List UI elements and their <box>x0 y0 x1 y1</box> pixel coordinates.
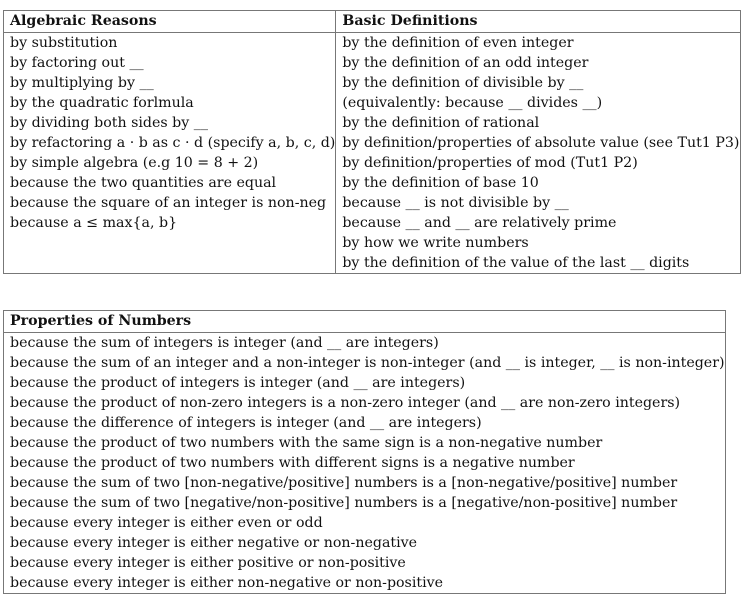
property-cell: because the sum of integers is integer (and __ are integers) <box>4 333 726 354</box>
basic-definition-cell: by the definition of base 10 <box>336 173 741 193</box>
algebraic-reason-cell: by factoring out __ <box>4 53 336 73</box>
basic-definition-cell: because __ and __ are relatively prime <box>336 213 741 233</box>
property-cell: because the product of integers is integer (and __ are integers) <box>4 373 726 393</box>
basic-definition-cell: because __ is not divisible by __ <box>336 193 741 213</box>
algebraic-reason-cell: by dividing both sides by __ <box>4 113 336 133</box>
basic-definition-cell: by the definition of an odd integer <box>336 53 741 73</box>
algebraic-reason-cell: by substitution <box>4 33 336 54</box>
reasons-definitions-table <box>3 10 741 274</box>
algebraic-reasons-header: Algebraic Reasons <box>4 11 336 33</box>
table-header-row <box>4 11 741 33</box>
algebraic-reason-cell: by multiplying by __ <box>4 73 336 93</box>
properties-of-numbers-table <box>3 310 726 594</box>
property-cell: because every integer is either positive or non-positive <box>4 553 726 573</box>
property-cell: because every integer is either non-negative or non-positive <box>4 573 726 594</box>
basic-definition-cell: by the definition of even integer <box>336 33 741 54</box>
basic-definition-cell: by the definition of the value of the last __ digits <box>336 253 741 274</box>
table-row <box>4 233 741 253</box>
algebraic-reason-cell: because the square of an integer is non-neg <box>4 193 336 213</box>
algebraic-reason-cell: by refactoring a · b as c · d (specify a, b, c, d) <box>4 133 336 153</box>
property-cell: because the product of non-zero integers is a non-zero integer (and __ are non-zero integers) <box>4 393 726 413</box>
properties-of-numbers-header: Properties of Numbers <box>4 311 726 333</box>
table-row <box>4 213 741 233</box>
table-row <box>4 33 741 54</box>
basic-definition-cell: by definition/properties of absolute value (see Tut1 P3) <box>336 133 741 153</box>
table-row <box>4 93 741 113</box>
table-row <box>4 73 741 93</box>
property-cell: because the sum of two [negative/non-positive] numbers is a [negative/non-positive] number <box>4 493 726 513</box>
table-row <box>4 53 741 73</box>
basic-definition-cell: by the definition of divisible by __ <box>336 73 741 93</box>
table-row <box>4 153 741 173</box>
table-row <box>4 133 741 153</box>
property-cell: because the difference of integers is integer (and __ are integers) <box>4 413 726 433</box>
table-row <box>4 333 726 354</box>
table-row <box>4 393 726 413</box>
algebraic-reason-cell: because the two quantities are equal <box>4 173 336 193</box>
table-row <box>4 533 726 553</box>
table-row <box>4 113 741 133</box>
table-header-row <box>4 311 726 333</box>
table-row <box>4 373 726 393</box>
table-row <box>4 513 726 533</box>
table-row <box>4 493 726 513</box>
table-row <box>4 473 726 493</box>
basic-definition-cell: by definition/properties of mod (Tut1 P2) <box>336 153 741 173</box>
basic-definition-cell: by the definition of rational <box>336 113 741 133</box>
algebraic-reason-cell <box>4 253 336 274</box>
property-cell: because every integer is either even or odd <box>4 513 726 533</box>
table-row <box>4 353 726 373</box>
table-row <box>4 453 726 473</box>
table-row <box>4 193 741 213</box>
table-row <box>4 573 726 594</box>
table-row <box>4 253 741 274</box>
property-cell: because the sum of an integer and a non-integer is non-integer (and __ is integer, __ is non-integer) <box>4 353 726 373</box>
table-row <box>4 413 726 433</box>
table-row <box>4 553 726 573</box>
property-cell: because every integer is either negative or non-negative <box>4 533 726 553</box>
property-cell: because the product of two numbers with the same sign is a non-negative number <box>4 433 726 453</box>
algebraic-reason-cell <box>4 233 336 253</box>
table-row <box>4 173 741 193</box>
basic-definition-cell: (equivalently: because __ divides __) <box>336 93 741 113</box>
property-cell: because the product of two numbers with different signs is a negative number <box>4 453 726 473</box>
algebraic-reason-cell: by the quadratic forlmula <box>4 93 336 113</box>
basic-definitions-header: Basic Definitions <box>336 11 741 33</box>
algebraic-reason-cell: because a ≤ max{a, b} <box>4 213 336 233</box>
basic-definition-cell: by how we write numbers <box>336 233 741 253</box>
property-cell: because the sum of two [non-negative/positive] numbers is a [non-negative/positive] number <box>4 473 726 493</box>
algebraic-reason-cell: by simple algebra (e.g 10 = 8 + 2) <box>4 153 336 173</box>
table-row <box>4 433 726 453</box>
